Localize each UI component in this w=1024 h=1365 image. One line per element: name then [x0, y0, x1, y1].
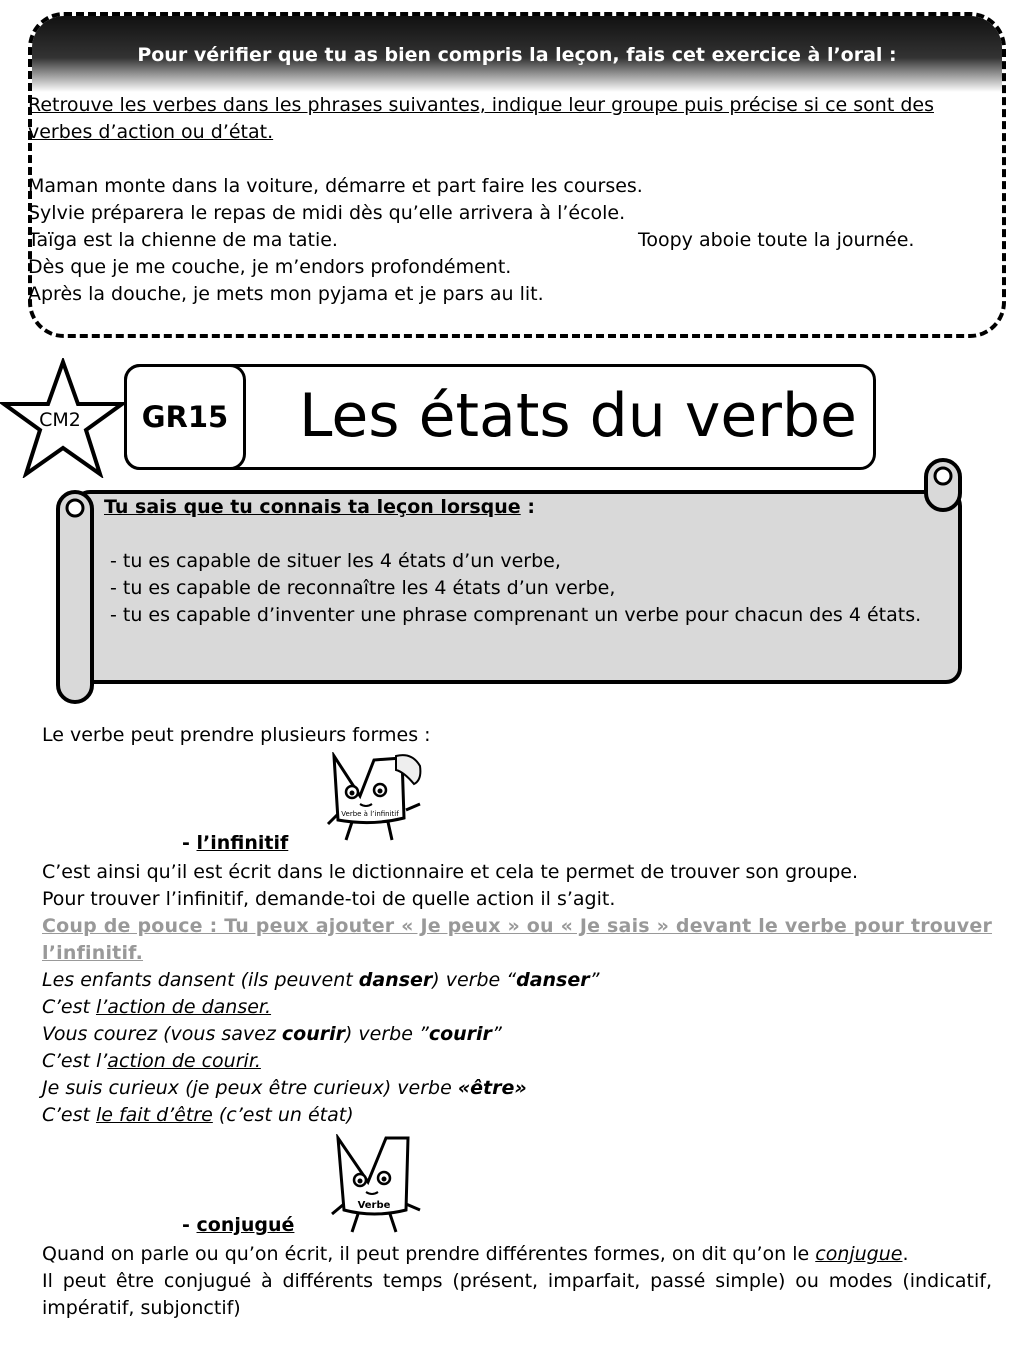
bullet-infinitif: - l’infinitif	[182, 832, 289, 854]
infinitif-line: C’est ainsi qu’il est écrit dans le dictionnaire et cela te permet de trouver son groupe.	[42, 861, 859, 883]
objectives-heading: Tu sais que tu connais ta leçon lorsque	[104, 496, 521, 518]
tip-text: Coup de pouce : Tu peux ajouter « Je peux » ou « Je sais » devant le verbe pour trouver l’infinitif.	[42, 915, 993, 964]
example-line: Les enfants dansent (ils peuvent danser) verbe “danser”	[42, 969, 600, 991]
objectives-heading-row	[104, 494, 944, 521]
exercise-sentence: Maman monte dans la voiture, démarre et part faire les courses.	[28, 175, 643, 197]
exercise-sentence: Après la douche, je mets mon pyjama et je pars au lit.	[28, 283, 544, 305]
conjugue-section	[42, 1241, 992, 1322]
exercise-sentence: Dès que je me couche, je m’endors profondément.	[28, 256, 512, 278]
example-line: C’est l’action de courir.	[42, 1050, 261, 1072]
bullet-conjugue: - conjugué	[182, 1214, 295, 1236]
objectives	[104, 494, 944, 629]
exercise-sentence: Sylvie préparera le repas de midi dès qu’elle arrivera à l’école.	[28, 202, 626, 224]
example-line: Vous courez (vous savez courir) verbe ”courir”	[42, 1023, 502, 1045]
objective-item: - tu es capable de reconnaître les 4 états d’un verbe,	[110, 577, 616, 599]
conjugue-paragraph: Quand on parle ou qu’on écrit, il peut prendre différentes formes, on dit qu’on le conjugue.	[42, 1243, 909, 1265]
mascot-caption: Verbe	[357, 1200, 391, 1211]
exercise-header: Pour vérifier que tu as bien compris la leçon, fais cet exercice à l’oral :	[32, 16, 1002, 92]
level-label: CM2	[39, 409, 81, 431]
exercise-sentence-row	[28, 227, 948, 254]
exercise-body	[28, 92, 948, 308]
conjugue-label: conjugué	[196, 1214, 295, 1236]
conjugue-paragraph: Il peut être conjugué à différents temps (présent, imparfait, passé simple) ou modes (indicatif, impératif, subjonctif)	[42, 1270, 992, 1319]
infinitif-line: Pour trouver l’infinitif, demande-toi de quelle action il s’agit.	[42, 888, 616, 910]
title-box	[124, 364, 876, 470]
intro-text: Le verbe peut prendre plusieurs formes :	[42, 724, 431, 746]
objective-item: - tu es capable de situer les 4 états d’un verbe,	[110, 550, 561, 572]
page-title: Les états du verbe	[299, 381, 857, 451]
verb-infinitive-mascot-icon	[322, 752, 428, 850]
verb-mascot-icon	[326, 1134, 426, 1238]
objectives-colon: :	[520, 496, 535, 518]
exercise-sentence-right: Toopy aboie toute la journée.	[638, 229, 915, 251]
infinitif-section	[42, 859, 992, 1129]
mascot-caption: Verbe à l’infinitif	[341, 810, 399, 818]
lesson-code: GR15	[124, 364, 246, 470]
example-line: C’est le fait d’être (c’est un état)	[42, 1104, 354, 1126]
infinitif-label: l’infinitif	[196, 832, 289, 854]
example-line: Je suis curieux (je peux être curieux) verbe «être»	[42, 1077, 527, 1099]
exercise-sentence: Taïga est la chienne de ma tatie.	[28, 229, 338, 251]
example-line: C’est l’action de danser.	[42, 996, 272, 1018]
objective-item: - tu es capable d’inventer une phrase comprenant un verbe pour chacun des 4 états.	[110, 604, 922, 626]
exercise-instruction: Retrouve les verbes dans les phrases suivantes, indique leur groupe puis précise si ce sont des verbes d’action ou d’état.	[28, 94, 934, 143]
